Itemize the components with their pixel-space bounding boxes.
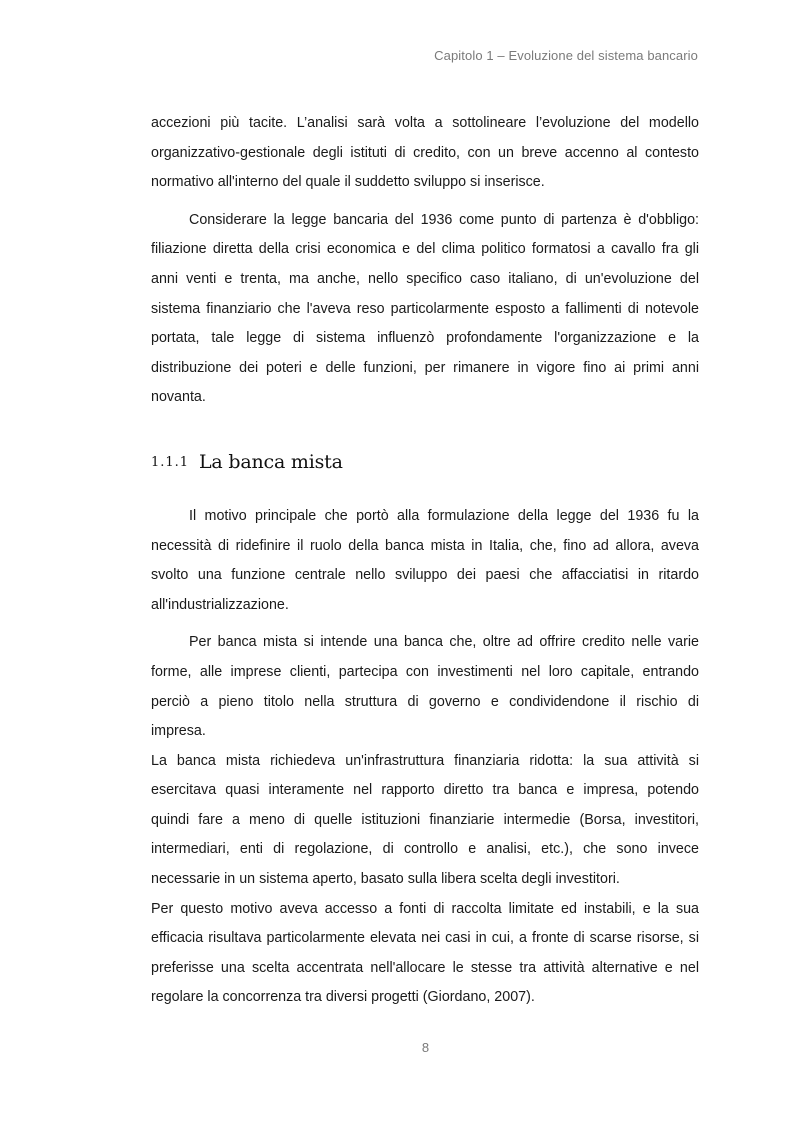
text-line: all'industrializzazione.: [151, 596, 289, 613]
text-line: Per questo motivo aveva accesso a fonti di raccolta limitate ed instabili, e la sua: [151, 900, 699, 917]
paragraph-intro-1: [151, 109, 699, 198]
section-heading: [151, 440, 699, 486]
text-line: distribuzione dei poteri e delle funzioni, per rimanere in vigore fino ai primi anni: [151, 359, 699, 376]
text-line: anni venti e trenta, ma anche, nello specifico caso italiano, di un'evoluzione del: [151, 270, 699, 287]
page-number: 8: [421, 1040, 430, 1055]
text-line: forme, alle imprese clienti, partecipa con investimenti nel loro capitale, entrando: [151, 663, 699, 680]
text-line: portata, tale legge di sistema influenzò profondamente l'organizzazione e la: [151, 330, 699, 347]
text-line: normativo all'interno del quale il suddetto sviluppo si inserisce.: [151, 174, 545, 191]
text-line: regolare la concorrenza tra diversi progetti (Giordano, 2007).: [151, 989, 535, 1006]
section-title: La banca mista: [199, 451, 343, 474]
text-line: filiazione diretta della crisi economica e del clima politico formatosi a cavallo fra gli: [151, 241, 699, 258]
text-line: efficacia risultava particolarmente elevata nei casi in cui, a fronte di scarse risorse, si: [151, 930, 699, 947]
text-line: organizzativo-gestionale degli istituti di credito, con un breve accenno al contesto: [151, 144, 699, 161]
paragraph-section-4: [151, 895, 699, 1013]
running-header: Capitolo 1 – Evoluzione del sistema bancario: [434, 48, 698, 63]
section-number: 1.1.1: [151, 455, 190, 471]
page-body: [151, 109, 699, 1013]
text-line: novanta.: [151, 389, 206, 406]
paragraph-section-1: [151, 502, 699, 620]
text-line: impresa.: [151, 723, 206, 740]
paragraph-intro-2: [151, 206, 699, 413]
text-line: preferisse una scelta accentrata nell'allocare le stesse tra attività alternative e nel: [151, 959, 699, 976]
text-line: esercitava quasi interamente nel rapporto diretto tra banca e impresa, potendo: [151, 782, 699, 799]
text-line: quindi fare a meno di quelle istituzioni finanziarie intermedie (Borsa, investitori,: [151, 811, 699, 828]
text-line: Per banca mista si intende una banca che, oltre ad offrire credito nelle varie: [189, 634, 699, 651]
text-line: accezioni più tacite. L’analisi sarà volta a sottolineare l’evoluzione del modello: [151, 115, 699, 131]
paragraph-section-3: [151, 747, 699, 895]
text-line: sistema finanziario che l'aveva reso particolarmente esposto a fallimenti di notevole: [151, 300, 699, 317]
paragraph-section-2: [151, 628, 699, 746]
text-line: necessarie in un sistema aperto, basato sulla libera scelta degli investitori.: [151, 871, 620, 888]
text-line: Il motivo principale che portò alla formulazione della legge del 1936 fu la: [189, 507, 699, 524]
text-line: intermediari, enti di regolazione, di controllo e analisi, etc.), che sono invece: [151, 841, 699, 858]
text-line: svolto una funzione centrale nello sviluppo dei paesi che affacciatisi in ritardo: [151, 567, 699, 584]
text-line: perciò a pieno titolo nella struttura di governo e condividendone il rischio di: [151, 693, 699, 710]
text-line: Considerare la legge bancaria del 1936 come punto di partenza è d'obbligo:: [189, 211, 699, 228]
text-line: necessità di ridefinire il ruolo della banca mista in Italia, che, fino ad allora, aveva: [151, 537, 699, 554]
text-line: La banca mista richiedeva un'infrastruttura finanziaria ridotta: la sua attività si: [151, 752, 699, 769]
